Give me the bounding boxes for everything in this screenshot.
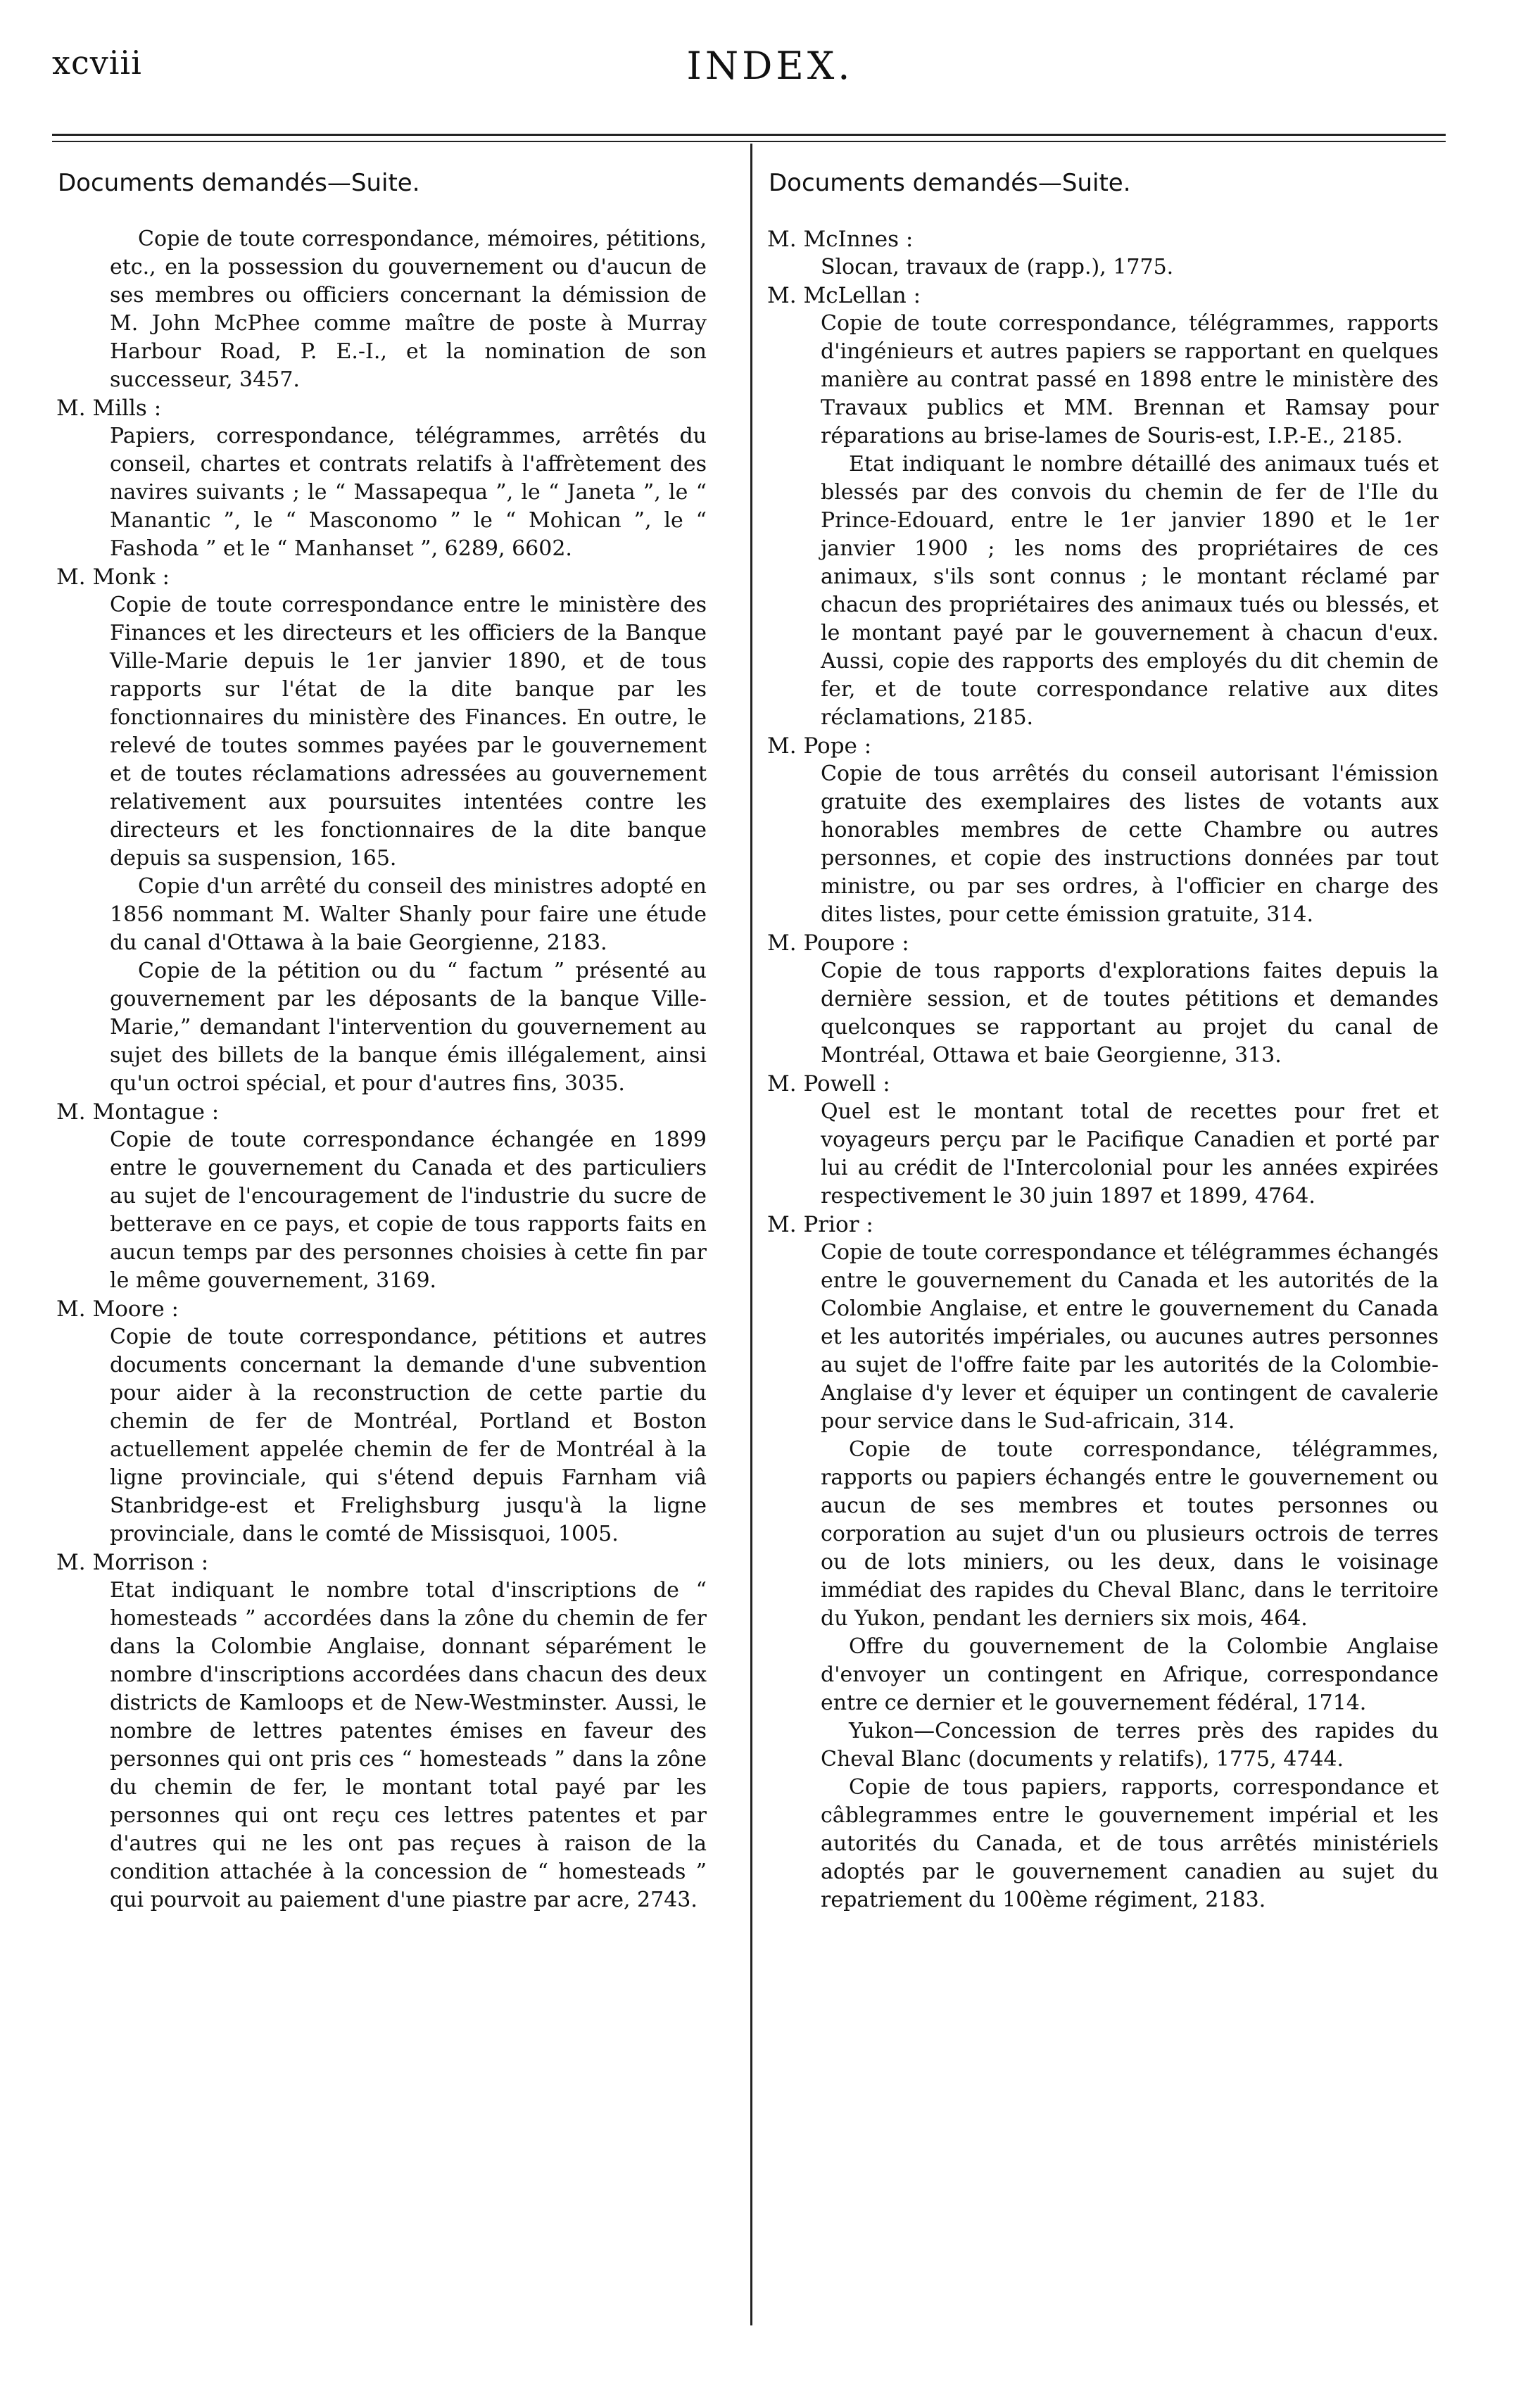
member-name: M. Pope : xyxy=(767,733,872,759)
entry-paragraph: Copie de toute correspondance, télégrammes, rapports d'ingénieurs et autres papiers se rapportant en quelques manière au contrat passé en 1898 entre le ministère des Travaux publics et MM. Brennan et Ramsay pour réparations au brise-lames de Souris-est, I.P.-E., 2185. xyxy=(821,311,1439,448)
member-name: M. Monk : xyxy=(56,564,170,590)
index-entry xyxy=(767,282,1439,732)
member-name: M. Moore : xyxy=(56,1296,179,1322)
member-name: M. Mills : xyxy=(56,396,162,421)
entry-paragraph: Yukon—Concession de terres près des rapides du Cheval Blanc (documents y relatifs), 1775, 4744. xyxy=(821,1719,1439,1772)
entry-paragraph: Copie de toute correspondance entre le ministère des Finances et les directeurs et les officiers de la Banque Ville-Marie depuis le 1er janvier 1890, et de tous rapports sur l'état de la dite banque par les fonctionnaires du ministère des Finances. En outre, le relevé de toutes sommes payées par le gouvernement et de toutes réclamations adressées au gouvernement relativement aux poursuites intentées contre les directeurs et les fonctionnaires de la dite banque depuis sa suspension, 165. xyxy=(110,593,707,871)
column-heading: Documents demandés—Suite. xyxy=(769,169,1131,197)
member-name: M. Prior : xyxy=(767,1212,873,1237)
entry-paragraph: Etat indiquant le nombre total d'inscriptions de “ homesteads ” accordées dans la zône du chemin de fer dans la Colombie Anglaise, donnant séparément le nombre d'inscriptions accordées dans chacun des deux districts de Kamloops et de New-Westminster. Aussi, le nombre de lettres patentes émises en faveur des personnes qui ont pris ces “ homesteads ” dans la zône du chemin de fer, le montant total payé par les personnes qui ont reçu ces lettres patentes et par d'autres qui ne les ont pas reçues à raison de la condition attachée à la concession de “ homesteads ” qui pourvoit au paiement d'une piastre par acre, 2743. xyxy=(110,1578,707,1912)
right-column xyxy=(767,169,1439,1914)
entry-paragraph: Copie de toute correspondance, mémoires, pétitions, etc., en la possession du gouvernement ou d'aucun de ses membres ou officiers concernant la démission de M. John McPhee comme maître de poste à Murray Harbour Road, P. E.-I., et la nomination de son successeur, 3457. xyxy=(110,227,707,392)
entry-paragraph: Copie de la pétition ou du “ factum ” présenté au gouvernement par les déposants de la banque Ville-Marie,” demandant l'intervention du gouvernement au sujet des billets de la banque émis illégalement, ainsi qu'un octroi spécial, et pour d'autres fins, 3035. xyxy=(110,959,707,1096)
entry-paragraph: Copie d'un arrêté du conseil des ministres adopté en 1856 nommant M. Walter Shanly pour faire une étude du canal d'Ottawa à la baie Georgienne, 2183. xyxy=(110,874,707,955)
entry-paragraph: Quel est le montant total de recettes pour fret et voyageurs perçu par le Pacifique Canadien et porté par lui au crédit de l'Intercolonial pour les années expirées respectivement le 30 juin 1897 et 1899, 4764. xyxy=(821,1099,1439,1208)
index-entry xyxy=(767,225,1439,282)
header-rule-secondary xyxy=(52,141,1446,142)
left-column xyxy=(56,169,707,1914)
entry-body xyxy=(767,1239,1439,1914)
page-number: xcviii xyxy=(52,44,142,82)
column-heading: Documents demandés—Suite. xyxy=(58,169,420,197)
entry-paragraph: Slocan, travaux de (rapp.), 1775. xyxy=(821,255,1174,279)
member-name: M. Powell : xyxy=(767,1071,890,1097)
index-entry xyxy=(767,732,1439,929)
entry-paragraph: Copie de toute correspondance, pétitions et autres documents concernant la demande d'une subvention pour aider à la reconstruction de cette partie du chemin de fer de Montréal, Portland et Boston actuellement appelée chemin de fer de Montréal à la ligne provinciale, qui s'étend depuis Farnham viâ Stanbridge-est et Frelighsburg jusqu'à la ligne provinciale, dans le comté de Missisquoi, 1005. xyxy=(110,1325,707,1546)
index-entry xyxy=(56,1295,707,1548)
index-entry xyxy=(56,1548,707,1914)
member-name: M. McLellan : xyxy=(767,283,921,308)
entry-body xyxy=(767,957,1439,1070)
index-entry xyxy=(56,1098,707,1295)
entry-body xyxy=(767,1098,1439,1211)
entry-body xyxy=(767,760,1439,929)
member-name: M. McInnes : xyxy=(767,227,914,252)
entry-paragraph: Etat indiquant le nombre détaillé des animaux tués et blessés par des convois du chemin de fer de l'Ile du Prince-Edouard, entre le 1er janvier 1890 et le 1er janvier 1900 ; les noms des propriétaires de ces animaux, s'ils sont connus ; le montant réclamé par chacun des propriétaires des animaux tués ou blessés, et le montant payé par le gouvernement à chacun d'eux. Aussi, copie des rapports des employés du dit chemin de fer, et de toute correspondance relative aux dites réclamations, 2185. xyxy=(821,452,1439,730)
entry-paragraph: Copie de toute correspondance échangée en 1899 entre le gouvernement du Canada et des particuliers au sujet de l'encouragement de l'industrie du sucre de betterave en ce pays, et copie de tous rapports faits en aucun temps par des personnes choisies à cette fin par le même gouvernement, 3169. xyxy=(110,1128,707,1293)
entry-body xyxy=(56,225,707,394)
entry-body xyxy=(56,591,707,1098)
index-entry xyxy=(56,563,707,1098)
entry-body xyxy=(56,1577,707,1914)
member-name: M. Poupore : xyxy=(767,930,909,956)
entry-paragraph: Copie de tous rapports d'explorations faites depuis la dernière session, et de toutes pétitions et demandes quelconques se rapportant au projet du canal de Montréal, Ottawa et baie Georgienne, 313. xyxy=(821,959,1439,1068)
entry-paragraph: Copie de tous papiers, rapports, correspondance et câblegrammes entre le gouvernement impérial et les autorités du Canada, et de tous arrêtés ministériels adoptés par le gouvernement canadien au sujet du repatriement du 100ème régiment, 2183. xyxy=(821,1775,1439,1912)
entry-paragraph: Offre du gouvernement de la Colombie Anglaise d'envoyer un contingent en Afrique, correspondance entre ce dernier et le gouvernement fédéral, 1714. xyxy=(821,1634,1439,1715)
index-entry xyxy=(56,394,707,563)
entry-body xyxy=(767,310,1439,732)
entry-paragraph: Copie de toute correspondance, télégrammes, rapports ou papiers échangés entre le gouvernement ou aucun de ses membres et toutes personnes ou corporation au sujet d'un ou plusieurs octrois de terres ou de lots miniers, ou les deux, dans le voisinage immédiat des rapides du Cheval Blanc, dans le territoire du Yukon, pendant les derniers six mois, 464. xyxy=(821,1437,1439,1631)
entry-paragraph: Copie de tous arrêtés du conseil autorisant l'émission gratuite des exemplaires des listes de votants aux honorables membres de cette Chambre ou autres personnes, et copie des instructions données par tout ministre, ou par ses ordres, à l'officier en charge des dites listes, pour cette émission gratuite, 314. xyxy=(821,762,1439,927)
entry-body xyxy=(767,253,1439,282)
entry-body xyxy=(56,1323,707,1548)
index-entry xyxy=(767,1070,1439,1211)
header-rule xyxy=(52,134,1446,136)
entry-paragraph: Copie de toute correspondance et télégrammes échangés entre le gouvernement du Canada et les autorités de la Colombie Anglaise, et entre le gouvernement du Canada et les autorités impériales, ou aucunes autres personnes au sujet de l'offre faite par les autorités de la Colombie-Anglaise d'y lever et équiper un contingent de cavalerie pour service dans le Sud-africain, 314. xyxy=(821,1240,1439,1434)
entry-paragraph: Papiers, correspondance, télégrammes, arrêtés du conseil, chartes et contrats relatifs à l'affrètement des navires suivants ; le “ Massapequa ”, le “ Janeta ”, le “ Manantic ”, le “ Masconomo ” le “ Mohican ”, le “ Fashoda ” et le “ Manhanset ”, 6289, 6602. xyxy=(110,424,707,561)
index-entry xyxy=(767,929,1439,1070)
member-name: M. Morrison : xyxy=(56,1550,209,1575)
entry-body xyxy=(56,1126,707,1295)
page-title: INDEX. xyxy=(686,44,854,88)
index-entry xyxy=(56,225,707,394)
member-name: M. Montague : xyxy=(56,1099,220,1125)
entry-body xyxy=(56,422,707,563)
index-entry xyxy=(767,1211,1439,1914)
column-divider xyxy=(750,144,752,2325)
